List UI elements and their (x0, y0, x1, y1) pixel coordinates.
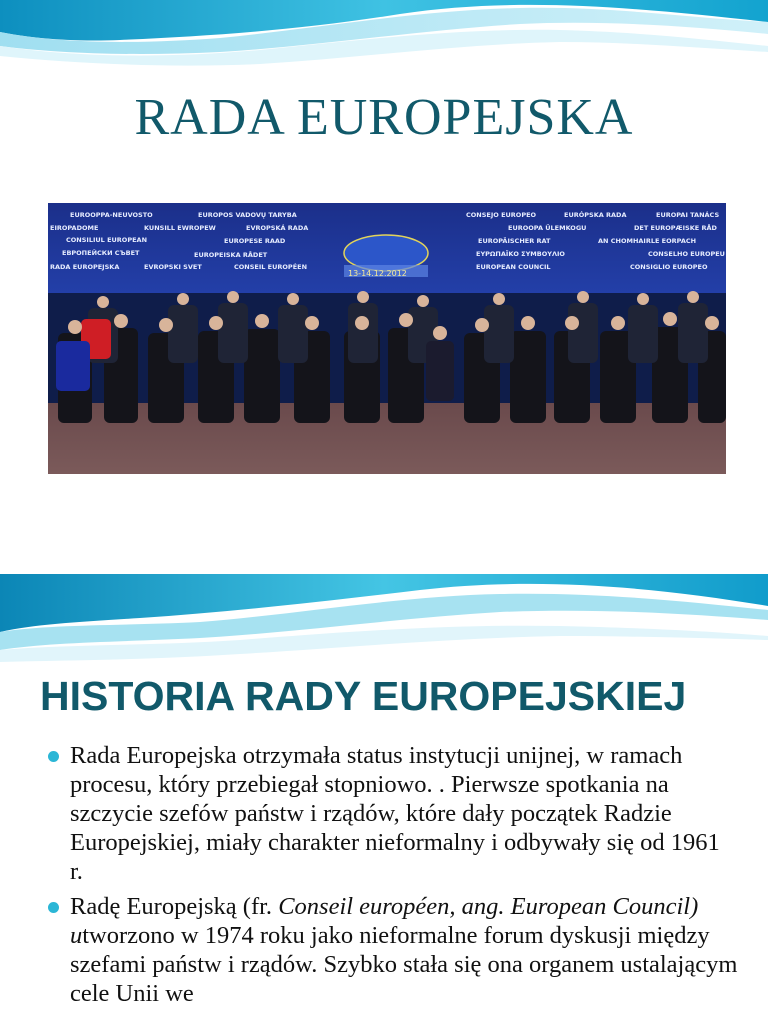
slide-title: HISTORIA RADY EUROPEJSKIEJ (40, 673, 687, 719)
banner-text: EUROPESE RAAD (224, 237, 286, 245)
banner-text: EIROPADOME (50, 224, 99, 232)
banner-text: EUROPEAN COUNCIL (476, 263, 551, 271)
bullet-text: Radę Europejską (fr. (70, 893, 279, 920)
bullet-text: Rada Europejska otrzymała status instytucji unijnej, w ramach procesu, który przebiegał stopniowo. . Pierwsze spotkania na szczycie szefów państw i rządów, które dały początek Radzie Europejskiej, miały charakter nieformalny i odbywały się od 1961 r. (70, 742, 720, 885)
slide-2 (0, 566, 768, 1024)
banner-text: RADA EUROPEJSKA (50, 263, 120, 271)
banner-text: DET EUROPÆISKE RÅD (634, 224, 717, 232)
banner-text: CONSILIUL EUROPEAN (66, 236, 148, 244)
bullet-text-italic: Conseil européen, ang. European Council) u (70, 893, 699, 949)
slide-title: RADA EUROPEJSKA (134, 89, 634, 146)
banner-text: EVROPSKÁ RADA (246, 224, 309, 232)
banner-text: AN CHOMHAIRLE EORPACH (598, 237, 697, 245)
banner-text: ΕΥΡΩΠΑΪΚΟ ΣΥΜΒΟΥΛΙΟ (476, 250, 565, 258)
bullet-text: tworzono w 1974 roku jako nieformalne forum dyskusji między szefami państw i rządów. Szybko stała się ona organem ustalającym cele Unii we (70, 922, 738, 1007)
banner-text: EVROPSKI SVET (144, 263, 202, 271)
banner-text: EUROPÄISCHER RAT (478, 237, 551, 245)
list-item (48, 892, 738, 1008)
banner-text: EUROPOS VADOVŲ TARYBA (198, 211, 297, 219)
banner-text: EUROPEISKA RÅDET (194, 251, 268, 259)
bullet-dot-icon (48, 751, 59, 762)
banner-text: EUROOPA ÜLEMKOGU (508, 224, 587, 232)
banner-text: EUROPAI TANÁCS (656, 211, 720, 219)
banner-text: CONSEIL EUROPÉEN (234, 263, 308, 271)
banner-date: 13-14.12.2012 (348, 269, 407, 278)
european-council-group-photo (48, 203, 726, 474)
banner-text: EURÓPSKA RADA (564, 211, 627, 219)
banner-text: EUROOPPA-NEUVOSTO (70, 211, 153, 219)
banner-text: CONSELHO EUROPEU (648, 250, 725, 258)
bullet-list (48, 741, 738, 1014)
bullet-dot-icon (48, 902, 59, 913)
banner-text: ЕВРОПЕЙСКИ СЪВЕТ (62, 249, 140, 257)
list-item (48, 741, 738, 886)
banner-text: CONSIGLIO EUROPEO (630, 263, 708, 271)
wave-decoration-top (0, 0, 768, 70)
banner-text: KUNSILL EWROPEW (144, 224, 216, 232)
banner-text: CONSEJO EUROPEO (466, 211, 537, 219)
wave-decoration-top (0, 566, 768, 666)
